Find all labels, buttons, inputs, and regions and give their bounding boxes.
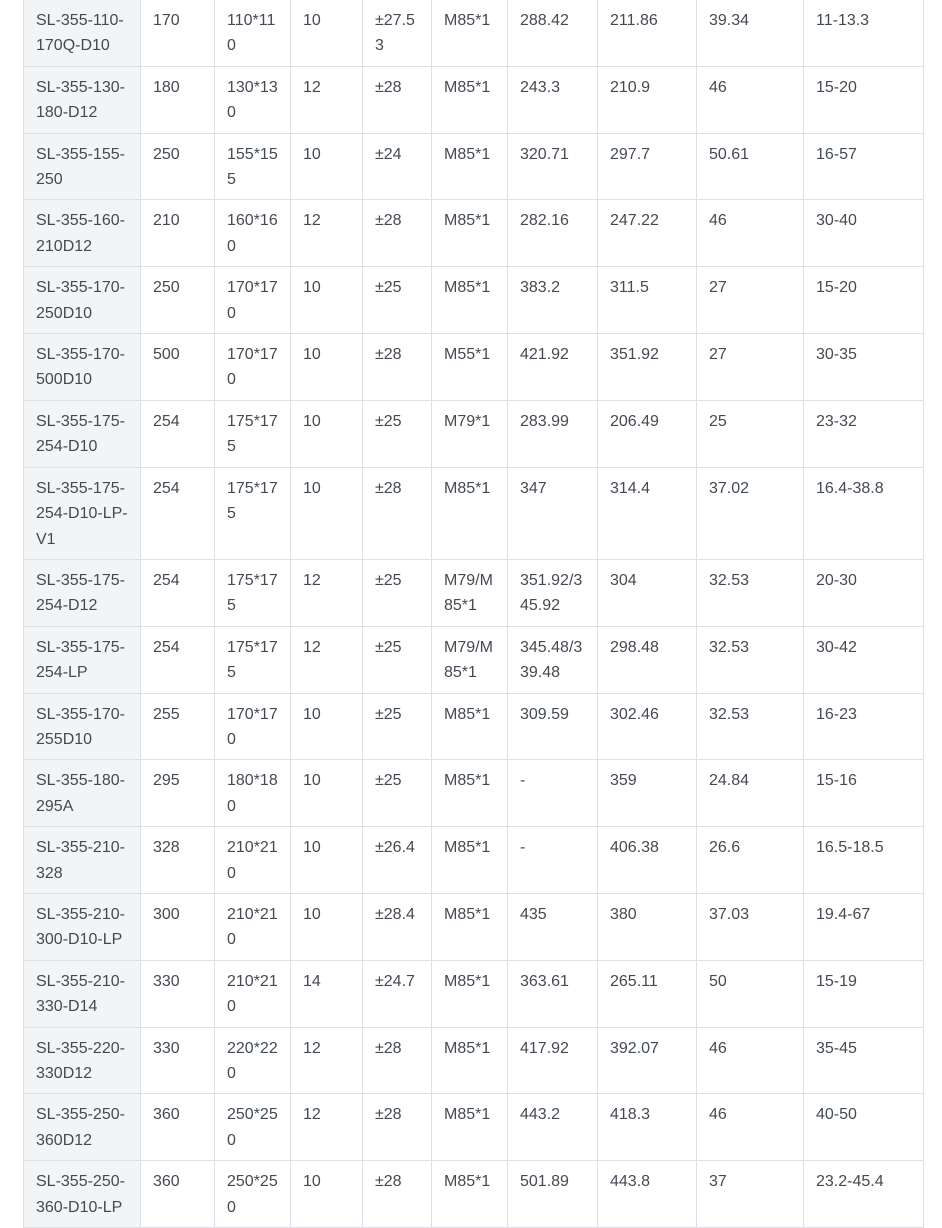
range-cell: 23-32 <box>804 400 924 467</box>
aperture-cell: 12 <box>291 1094 363 1161</box>
scan-area-cell: 170*170 <box>215 693 291 760</box>
lens-spec-table <box>23 0 924 1228</box>
aperture-cell: 10 <box>291 827 363 894</box>
aperture-cell: 10 <box>291 693 363 760</box>
length-a-cell: 282.16 <box>508 200 598 267</box>
scan-angle-cell: ±25 <box>363 267 432 334</box>
thread-cell: M85*1 <box>432 760 508 827</box>
length-c-cell: 24.84 <box>697 760 804 827</box>
scan-angle-cell: ±28 <box>363 1094 432 1161</box>
aperture-cell: 12 <box>291 66 363 133</box>
length-a-cell: - <box>508 760 598 827</box>
length-b-cell: 443.8 <box>598 1161 697 1228</box>
thread-cell: M85*1 <box>432 467 508 559</box>
length-c-cell: 32.53 <box>697 559 804 626</box>
thread-cell: M85*1 <box>432 827 508 894</box>
scan-area-cell: 175*175 <box>215 626 291 693</box>
table-row <box>24 693 924 760</box>
length-b-cell: 211.86 <box>598 0 697 66</box>
scan-area-cell: 210*210 <box>215 960 291 1027</box>
length-a-cell: 417.92 <box>508 1027 598 1094</box>
aperture-cell: 10 <box>291 0 363 66</box>
length-c-cell: 25 <box>697 400 804 467</box>
model-cell: SL-355-160-210D12 <box>24 200 141 267</box>
length-a-cell: 363.61 <box>508 960 598 1027</box>
length-a-cell: 288.42 <box>508 0 598 66</box>
aperture-cell: 14 <box>291 960 363 1027</box>
model-cell: SL-355-170-255D10 <box>24 693 141 760</box>
field-size-cell: 254 <box>141 559 215 626</box>
length-b-cell: 380 <box>598 893 697 960</box>
scan-angle-cell: ±25 <box>363 760 432 827</box>
length-c-cell: 50.61 <box>697 133 804 200</box>
field-size-cell: 180 <box>141 66 215 133</box>
range-cell: 30-42 <box>804 626 924 693</box>
length-a-cell: 443.2 <box>508 1094 598 1161</box>
field-size-cell: 255 <box>141 693 215 760</box>
scan-angle-cell: ±28 <box>363 200 432 267</box>
scan-angle-cell: ±28 <box>363 334 432 401</box>
range-cell: 11-13.3 <box>804 0 924 66</box>
length-a-cell: 320.71 <box>508 133 598 200</box>
model-cell: SL-355-175-254-D10-LP-V1 <box>24 467 141 559</box>
scan-angle-cell: ±24.7 <box>363 960 432 1027</box>
range-cell: 20-30 <box>804 559 924 626</box>
table-row <box>24 827 924 894</box>
length-b-cell: 359 <box>598 760 697 827</box>
range-cell: 15-19 <box>804 960 924 1027</box>
range-cell: 35-45 <box>804 1027 924 1094</box>
field-size-cell: 254 <box>141 400 215 467</box>
length-b-cell: 265.11 <box>598 960 697 1027</box>
thread-cell: M85*1 <box>432 0 508 66</box>
scan-area-cell: 175*175 <box>215 400 291 467</box>
length-a-cell: 351.92/345.92 <box>508 559 598 626</box>
model-cell: SL-355-220-330D12 <box>24 1027 141 1094</box>
model-cell: SL-355-210-328 <box>24 827 141 894</box>
aperture-cell: 10 <box>291 334 363 401</box>
range-cell: 40-50 <box>804 1094 924 1161</box>
aperture-cell: 12 <box>291 559 363 626</box>
table-row <box>24 467 924 559</box>
scan-angle-cell: ±26.4 <box>363 827 432 894</box>
scan-area-cell: 175*175 <box>215 559 291 626</box>
thread-cell: M85*1 <box>432 1027 508 1094</box>
field-size-cell: 500 <box>141 334 215 401</box>
length-b-cell: 406.38 <box>598 827 697 894</box>
length-a-cell: 435 <box>508 893 598 960</box>
length-c-cell: 37 <box>697 1161 804 1228</box>
range-cell: 15-20 <box>804 267 924 334</box>
scan-area-cell: 220*220 <box>215 1027 291 1094</box>
scan-angle-cell: ±25 <box>363 559 432 626</box>
length-c-cell: 46 <box>697 1027 804 1094</box>
length-a-cell: 501.89 <box>508 1161 598 1228</box>
length-b-cell: 351.92 <box>598 334 697 401</box>
field-size-cell: 295 <box>141 760 215 827</box>
table-row <box>24 66 924 133</box>
aperture-cell: 12 <box>291 1027 363 1094</box>
spec-table-container <box>23 0 923 1228</box>
range-cell: 23.2-45.4 <box>804 1161 924 1228</box>
table-row <box>24 1094 924 1161</box>
thread-cell: M85*1 <box>432 893 508 960</box>
field-size-cell: 250 <box>141 133 215 200</box>
field-size-cell: 250 <box>141 267 215 334</box>
scan-area-cell: 160*160 <box>215 200 291 267</box>
thread-cell: M85*1 <box>432 1161 508 1228</box>
length-c-cell: 50 <box>697 960 804 1027</box>
model-cell: SL-355-250-360D12 <box>24 1094 141 1161</box>
scan-angle-cell: ±28 <box>363 66 432 133</box>
length-c-cell: 37.02 <box>697 467 804 559</box>
length-c-cell: 37.03 <box>697 893 804 960</box>
thread-cell: M85*1 <box>432 66 508 133</box>
model-cell: SL-355-175-254-D12 <box>24 559 141 626</box>
scan-area-cell: 250*250 <box>215 1094 291 1161</box>
table-body <box>24 0 924 1228</box>
scan-area-cell: 250*250 <box>215 1161 291 1228</box>
field-size-cell: 254 <box>141 467 215 559</box>
aperture-cell: 10 <box>291 760 363 827</box>
length-c-cell: 27 <box>697 334 804 401</box>
length-c-cell: 27 <box>697 267 804 334</box>
field-size-cell: 210 <box>141 200 215 267</box>
thread-cell: M55*1 <box>432 334 508 401</box>
aperture-cell: 12 <box>291 200 363 267</box>
aperture-cell: 12 <box>291 626 363 693</box>
field-size-cell: 254 <box>141 626 215 693</box>
length-c-cell: 32.53 <box>697 626 804 693</box>
table-row <box>24 400 924 467</box>
thread-cell: M85*1 <box>432 267 508 334</box>
field-size-cell: 300 <box>141 893 215 960</box>
table-row <box>24 334 924 401</box>
range-cell: 15-20 <box>804 66 924 133</box>
scan-angle-cell: ±28 <box>363 1161 432 1228</box>
table-row <box>24 0 924 66</box>
length-b-cell: 418.3 <box>598 1094 697 1161</box>
scan-area-cell: 175*175 <box>215 467 291 559</box>
scan-area-cell: 210*210 <box>215 827 291 894</box>
field-size-cell: 330 <box>141 1027 215 1094</box>
length-a-cell: 421.92 <box>508 334 598 401</box>
scan-area-cell: 130*130 <box>215 66 291 133</box>
model-cell: SL-355-170-250D10 <box>24 267 141 334</box>
length-a-cell: 347 <box>508 467 598 559</box>
model-cell: SL-355-210-330-D14 <box>24 960 141 1027</box>
range-cell: 15-16 <box>804 760 924 827</box>
length-a-cell: 283.99 <box>508 400 598 467</box>
aperture-cell: 10 <box>291 893 363 960</box>
table-row <box>24 960 924 1027</box>
aperture-cell: 10 <box>291 467 363 559</box>
model-cell: SL-355-155-250 <box>24 133 141 200</box>
length-c-cell: 26.6 <box>697 827 804 894</box>
thread-cell: M85*1 <box>432 133 508 200</box>
aperture-cell: 10 <box>291 1161 363 1228</box>
length-b-cell: 206.49 <box>598 400 697 467</box>
scan-angle-cell: ±25 <box>363 626 432 693</box>
scan-angle-cell: ±25 <box>363 693 432 760</box>
length-b-cell: 247.22 <box>598 200 697 267</box>
model-cell: SL-355-170-500D10 <box>24 334 141 401</box>
scan-angle-cell: ±27.53 <box>363 0 432 66</box>
length-c-cell: 46 <box>697 66 804 133</box>
range-cell: 19.4-67 <box>804 893 924 960</box>
field-size-cell: 328 <box>141 827 215 894</box>
range-cell: 30-40 <box>804 200 924 267</box>
range-cell: 16-23 <box>804 693 924 760</box>
length-c-cell: 46 <box>697 1094 804 1161</box>
thread-cell: M85*1 <box>432 200 508 267</box>
field-size-cell: 330 <box>141 960 215 1027</box>
range-cell: 16.4-38.8 <box>804 467 924 559</box>
scan-angle-cell: ±28 <box>363 1027 432 1094</box>
length-b-cell: 210.9 <box>598 66 697 133</box>
aperture-cell: 10 <box>291 400 363 467</box>
range-cell: 16.5-18.5 <box>804 827 924 894</box>
length-a-cell: 345.48/339.48 <box>508 626 598 693</box>
length-a-cell: 383.2 <box>508 267 598 334</box>
length-c-cell: 46 <box>697 200 804 267</box>
thread-cell: M85*1 <box>432 693 508 760</box>
length-b-cell: 314.4 <box>598 467 697 559</box>
thread-cell: M85*1 <box>432 1094 508 1161</box>
model-cell: SL-355-250-360-D10-LP <box>24 1161 141 1228</box>
length-b-cell: 311.5 <box>598 267 697 334</box>
aperture-cell: 10 <box>291 267 363 334</box>
table-row <box>24 559 924 626</box>
length-b-cell: 392.07 <box>598 1027 697 1094</box>
model-cell: SL-355-130-180-D12 <box>24 66 141 133</box>
scan-angle-cell: ±28 <box>363 467 432 559</box>
length-b-cell: 302.46 <box>598 693 697 760</box>
model-cell: SL-355-110-170Q-D10 <box>24 0 141 66</box>
scan-area-cell: 110*110 <box>215 0 291 66</box>
table-row <box>24 893 924 960</box>
field-size-cell: 360 <box>141 1161 215 1228</box>
scan-area-cell: 170*170 <box>215 267 291 334</box>
field-size-cell: 360 <box>141 1094 215 1161</box>
length-c-cell: 39.34 <box>697 0 804 66</box>
length-a-cell: - <box>508 827 598 894</box>
scan-angle-cell: ±24 <box>363 133 432 200</box>
length-a-cell: 243.3 <box>508 66 598 133</box>
table-row <box>24 760 924 827</box>
table-row <box>24 200 924 267</box>
model-cell: SL-355-180-295A <box>24 760 141 827</box>
length-c-cell: 32.53 <box>697 693 804 760</box>
range-cell: 30-35 <box>804 334 924 401</box>
model-cell: SL-355-175-254-D10 <box>24 400 141 467</box>
table-row <box>24 267 924 334</box>
aperture-cell: 10 <box>291 133 363 200</box>
thread-cell: M79/M85*1 <box>432 626 508 693</box>
length-b-cell: 304 <box>598 559 697 626</box>
scan-area-cell: 155*155 <box>215 133 291 200</box>
length-b-cell: 297.7 <box>598 133 697 200</box>
table-row <box>24 133 924 200</box>
thread-cell: M79/M85*1 <box>432 559 508 626</box>
table-row <box>24 1161 924 1228</box>
scan-angle-cell: ±28.4 <box>363 893 432 960</box>
table-row <box>24 626 924 693</box>
scan-area-cell: 210*210 <box>215 893 291 960</box>
scan-area-cell: 170*170 <box>215 334 291 401</box>
length-b-cell: 298.48 <box>598 626 697 693</box>
range-cell: 16-57 <box>804 133 924 200</box>
table-row <box>24 1027 924 1094</box>
scan-area-cell: 180*180 <box>215 760 291 827</box>
model-cell: SL-355-210-300-D10-LP <box>24 893 141 960</box>
length-a-cell: 309.59 <box>508 693 598 760</box>
field-size-cell: 170 <box>141 0 215 66</box>
thread-cell: M85*1 <box>432 960 508 1027</box>
scan-angle-cell: ±25 <box>363 400 432 467</box>
thread-cell: M79*1 <box>432 400 508 467</box>
model-cell: SL-355-175-254-LP <box>24 626 141 693</box>
